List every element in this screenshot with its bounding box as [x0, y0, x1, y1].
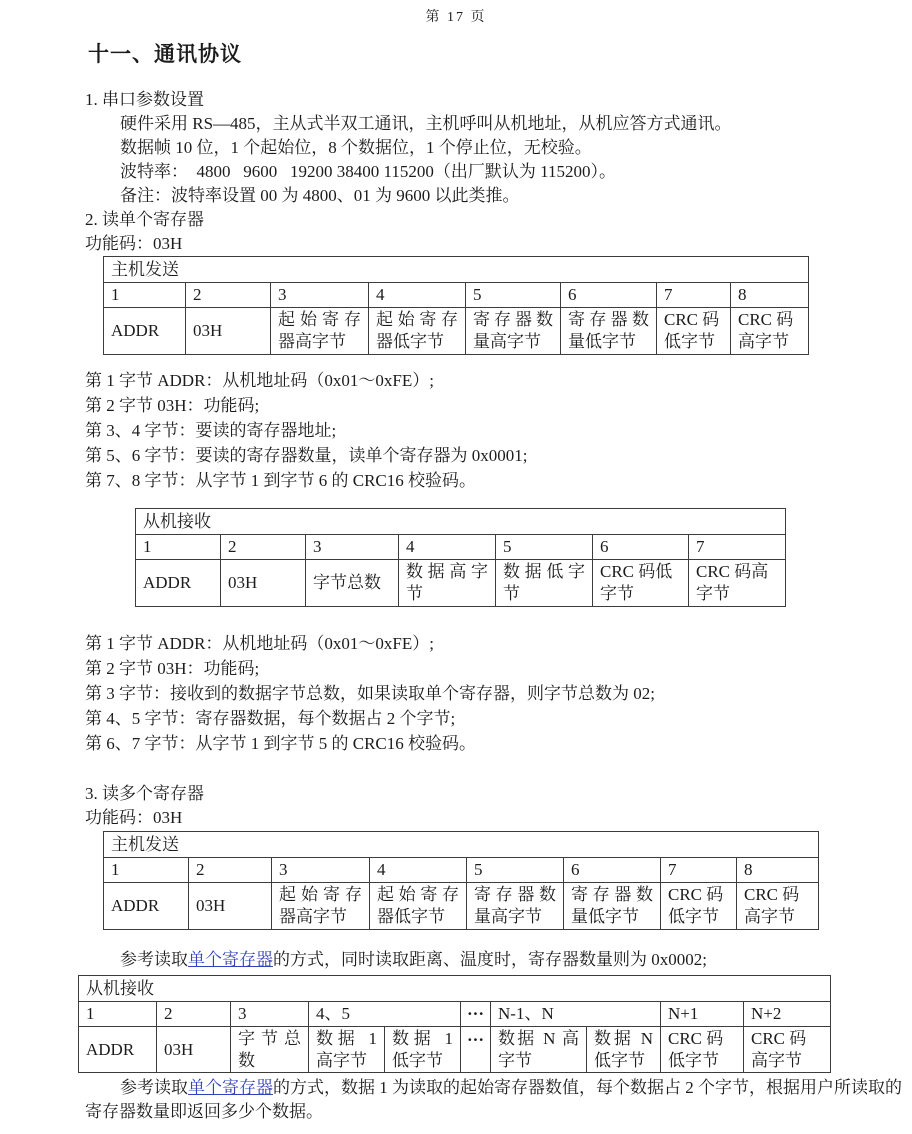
note-line: 第 1 字节 ADDR：从机地址码（0x01～0xFE）;: [85, 371, 434, 390]
section2-function-code: 功能码：03H: [85, 234, 183, 253]
section2-heading: 2. 读单个寄存器: [85, 210, 204, 229]
section1-heading: 1. 串口参数设置: [85, 90, 204, 109]
byte-desc-cell: 字节总数: [231, 1027, 309, 1073]
byte-desc-cell: ADDR: [104, 883, 189, 930]
byte-desc-cell: CRC 码高字节: [744, 1027, 831, 1073]
byte-desc-cell: CRC 码高字节: [731, 308, 809, 355]
byte-index-cell: 3: [272, 858, 370, 883]
byte-index-cell: 2: [186, 283, 271, 308]
note-line: 第 2 字节 03H：功能码;: [85, 396, 260, 415]
note-line: 第 5、6 字节：要读的寄存器数量，读单个寄存器为 0x0001;: [85, 446, 528, 465]
master-send-table-single: [103, 256, 809, 355]
byte-desc-cell: ADDR: [79, 1027, 157, 1073]
byte-index-cell: 2: [157, 1002, 231, 1027]
note-line: 第 2 字节 03H：功能码;: [85, 659, 260, 678]
slave-receive-table-multi: [78, 975, 831, 1073]
byte-index-cell: 1: [104, 858, 189, 883]
byte-desc-cell: 起始寄存器高字节: [271, 308, 369, 355]
byte-index-cell: 6: [561, 283, 657, 308]
byte-index-cell: 3: [231, 1002, 309, 1027]
byte-index-cell: 5: [467, 858, 564, 883]
para2-post-text: 的方式，数据 1 为读取的起始寄存器数值，每个数据占 2 个字节，根据用户所读取的寄存器数量即返回多少个数据。: [85, 1078, 902, 1121]
byte-desc-cell: CRC 码低字节: [593, 560, 689, 607]
section1-body: [0, 112, 912, 208]
byte-index-cell: 2: [221, 535, 306, 560]
byte-desc-cell: 数据 1 低字节: [385, 1027, 461, 1073]
byte-desc-cell: 起始寄存器低字节: [370, 883, 467, 930]
byte-desc-cell: 03H: [186, 308, 271, 355]
section3-function-code: 功能码：03H: [85, 808, 183, 827]
ellipsis-cell: ···: [461, 1002, 491, 1027]
byte-index-cell: 4: [399, 535, 496, 560]
byte-index-cell: 3: [271, 283, 369, 308]
table-title-cell: 从机接收: [136, 509, 786, 535]
byte-index-cell: 7: [661, 858, 737, 883]
note-line: 第 1 字节 ADDR：从机地址码（0x01～0xFE）;: [85, 634, 434, 653]
byte-desc-cell: 03H: [157, 1027, 231, 1073]
byte-index-cell: 1: [79, 1002, 157, 1027]
section2-receive-notes: [0, 631, 912, 756]
byte-index-cell: N+1: [661, 1002, 744, 1027]
byte-desc-cell: CRC 码高字节: [737, 883, 819, 930]
slave-receive-table-single: [135, 508, 786, 607]
byte-desc-cell: 数据 N 低字节: [587, 1027, 661, 1073]
note-line: 第 6、7 字节：从字节 1 到字节 5 的 CRC16 校验码。: [85, 734, 477, 753]
byte-desc-cell: 寄存器数量低字节: [564, 883, 661, 930]
byte-desc-cell: 寄存器数量低字节: [561, 308, 657, 355]
byte-index-cell: 6: [564, 858, 661, 883]
byte-desc-cell: 数据高字节: [399, 560, 496, 607]
paragraph-dataframe: 数据帧 10 位，1 个起始位，8 个数据位，1 个停止位，无校验。: [120, 138, 592, 157]
note-line: 第 4、5 字节：寄存器数据，每个数据占 2 个字节;: [85, 709, 456, 728]
byte-desc-cell: 数据低字节: [496, 560, 593, 607]
reference-paragraph-2: [85, 1076, 912, 1124]
master-send-table-multi: [103, 831, 819, 930]
byte-index-cell: 8: [737, 858, 819, 883]
byte-desc-cell: 寄存器数量高字节: [467, 883, 564, 930]
para1-post-text: 的方式，同时读取距离、温度时，寄存器数量则为 0x0002;: [273, 950, 707, 969]
byte-index-cell: 7: [689, 535, 786, 560]
byte-index-cell: 7: [657, 283, 731, 308]
byte-desc-cell: 寄存器数量高字节: [466, 308, 561, 355]
byte-index-cell: 4、5: [309, 1002, 461, 1027]
section3-heading: 3. 读多个寄存器: [85, 784, 204, 803]
paragraph-baudrate: 波特率： 4800 9600 19200 38400 115200（出厂默认为 115200）。: [120, 162, 616, 181]
byte-index-cell: 1: [104, 283, 186, 308]
byte-index-cell: N-1、N: [491, 1002, 661, 1027]
note-line: 第 7、8 字节：从字节 1 到字节 6 的 CRC16 校验码。: [85, 471, 477, 490]
byte-index-cell: 1: [136, 535, 221, 560]
byte-desc-cell: 起始寄存器低字节: [369, 308, 466, 355]
byte-desc-cell: 数据 1 高字节: [309, 1027, 385, 1073]
section2-send-notes: [0, 368, 912, 493]
para2-pre-text: 参考读取: [120, 1078, 188, 1097]
page-title: 十一、通讯协议: [88, 42, 242, 66]
byte-desc-cell: 起始寄存器高字节: [272, 883, 370, 930]
ellipsis-cell: ···: [461, 1027, 491, 1073]
byte-desc-cell: 03H: [221, 560, 306, 607]
table-title-cell: 主机发送: [104, 832, 819, 858]
single-register-link[interactable]: 单个寄存器: [188, 1078, 273, 1097]
byte-desc-cell: CRC 码低字节: [661, 883, 737, 930]
byte-index-cell: 4: [370, 858, 467, 883]
byte-index-cell: 8: [731, 283, 809, 308]
single-register-link[interactable]: 单个寄存器: [188, 950, 273, 969]
table-title-cell: 主机发送: [104, 257, 809, 283]
paragraph-hardware: 硬件采用 RS—485，主从式半双工通讯，主机呼叫从机地址，从机应答方式通讯。: [120, 114, 732, 133]
byte-desc-cell: CRC 码低字节: [657, 308, 731, 355]
note-line: 第 3、4 字节：要读的寄存器地址;: [85, 421, 337, 440]
byte-index-cell: 3: [306, 535, 399, 560]
byte-desc-cell: ADDR: [136, 560, 221, 607]
byte-index-cell: 4: [369, 283, 466, 308]
table-title-cell: 从机接收: [79, 976, 831, 1002]
byte-desc-cell: 数据 N 高字节: [491, 1027, 587, 1073]
byte-desc-cell: CRC 码高字节: [689, 560, 786, 607]
paragraph-remark: 备注：波特率设置 00 为 4800、01 为 9600 以此类推。: [120, 186, 520, 205]
byte-index-cell: 5: [496, 535, 593, 560]
byte-desc-cell: ADDR: [104, 308, 186, 355]
byte-desc-cell: CRC 码低字节: [661, 1027, 744, 1073]
reference-paragraph-1: [85, 947, 912, 972]
byte-index-cell: 2: [189, 858, 272, 883]
byte-desc-cell: 03H: [189, 883, 272, 930]
para1-pre-text: 参考读取: [120, 950, 188, 969]
byte-desc-cell: 字节总数: [306, 560, 399, 607]
note-line: 第 3 字节：接收到的数据字节总数，如果读取单个寄存器，则字节总数为 02;: [85, 684, 655, 703]
byte-index-cell: 6: [593, 535, 689, 560]
byte-index-cell: N+2: [744, 1002, 831, 1027]
page-number: 第 17 页: [425, 10, 487, 25]
byte-index-cell: 5: [466, 283, 561, 308]
